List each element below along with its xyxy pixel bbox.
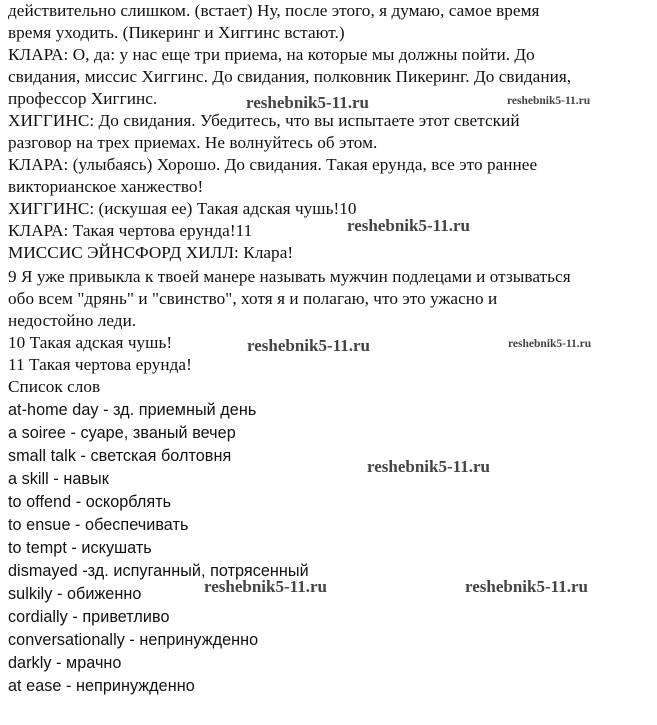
text-line: свидания, миссис Хиггинс. До свидания, полковник Пикеринг. До свидания, bbox=[8, 67, 572, 86]
text-line: МИССИС ЭЙНСФОРД ХИЛЛ: Клара! bbox=[8, 243, 294, 262]
vocab-item: at ease - непринужденно bbox=[8, 677, 195, 695]
watermark: reshebnik5-11.ru bbox=[204, 577, 327, 596]
text-line: ХИГГИНС: (искушая ее) Такая адская чушь!10 bbox=[8, 199, 357, 218]
watermark: reshebnik5-11.ru bbox=[507, 95, 591, 107]
vocab-item: at-home day - зд. приемный день bbox=[8, 401, 257, 419]
footnote-line: 11 Такая чертова ерунда! bbox=[8, 355, 192, 374]
vocab-item: sulkily - обиженно bbox=[8, 585, 142, 603]
footnote-line: 10 Такая адская чушь! bbox=[8, 333, 173, 352]
text-line: КЛАРА: Такая чертова ерунда!11 bbox=[8, 221, 253, 240]
text-line: викторианское ханжество! bbox=[8, 177, 204, 196]
watermark: reshebnik5-11.ru bbox=[347, 216, 470, 235]
word-list-heading: Список слов bbox=[8, 377, 101, 396]
watermark: reshebnik5-11.ru bbox=[247, 336, 370, 355]
watermark: reshebnik5-11.ru bbox=[367, 457, 490, 476]
vocab-item: conversationally - непринужденно bbox=[8, 631, 259, 649]
footnote-line: 9 Я уже привыкла к твоей манере называть мужчин подлецами и отзываться bbox=[8, 267, 571, 286]
text-line: разговор на трех приемах. Не волнуйтесь об этом. bbox=[8, 133, 378, 152]
vocab-item: to ensue - обеспечивать bbox=[8, 516, 189, 534]
vocab-item: dismayed -зд. испуганный, потрясенный bbox=[8, 562, 309, 580]
vocab-item: small talk - светская болтовня bbox=[8, 447, 232, 465]
footnote-line: недостойно леди. bbox=[8, 311, 137, 330]
text-line: время уходить. (Пикеринг и Хиггинс встают.) bbox=[8, 23, 345, 42]
vocab-item: to offend - оскорблять bbox=[8, 493, 172, 511]
vocab-item: darkly - мрачно bbox=[8, 654, 122, 672]
text-line: КЛАРА: О, да: у нас еще три приема, на которые мы должны пойти. До bbox=[8, 45, 535, 64]
footnote-line: обо всем "дрянь" и "свинство", хотя я и полагаю, что это ужасно и bbox=[8, 289, 498, 308]
text-line: действительно слишком. (встает) Ну, после этого, я думаю, самое время bbox=[8, 1, 540, 20]
text-line: ХИГГИНС: До свидания. Убедитесь, что вы испытаете этот светский bbox=[8, 111, 520, 130]
text-line: профессор Хиггинс. bbox=[8, 89, 158, 108]
vocab-item: cordially - приветливо bbox=[8, 608, 170, 626]
text-line: КЛАРА: (улыбаясь) Хорошо. До свидания. Такая ерунда, все это раннее bbox=[8, 155, 538, 174]
vocab-item: to tempt - искушать bbox=[8, 539, 152, 557]
watermark: reshebnik5-11.ru bbox=[465, 577, 588, 596]
watermark: reshebnik5-11.ru bbox=[508, 338, 592, 350]
vocab-item: a soiree - суаре, званый вечер bbox=[8, 424, 236, 442]
vocab-item: a skill - навык bbox=[8, 470, 109, 488]
watermark: reshebnik5-11.ru bbox=[246, 93, 369, 112]
